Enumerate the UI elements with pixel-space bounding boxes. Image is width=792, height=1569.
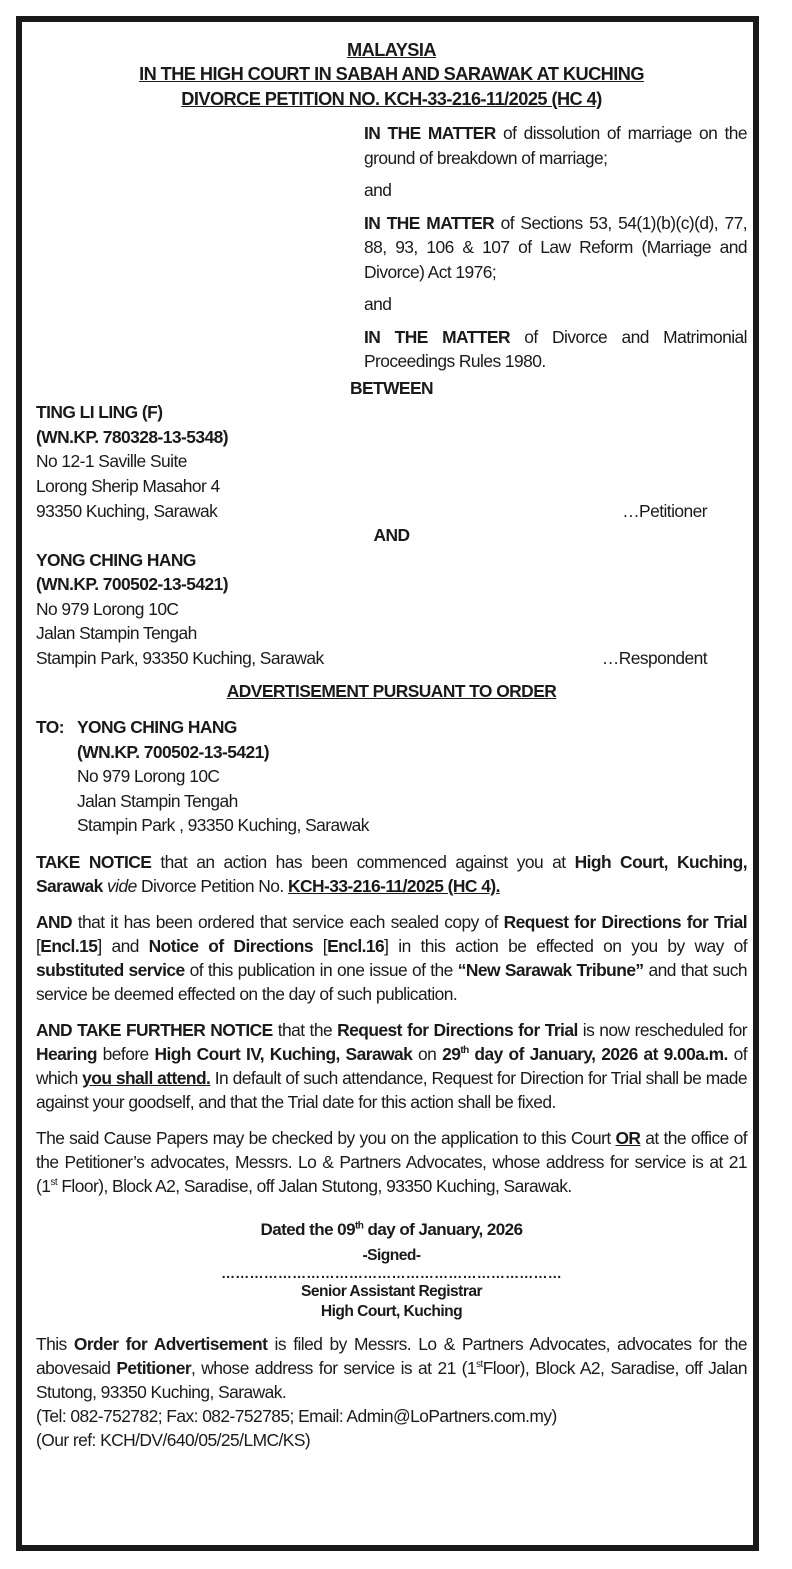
footer-b: Order for Advertisement [73, 1334, 268, 1355]
to-address-1: No 979 Lorong 10C [77, 766, 220, 787]
footer-c: is filed by Messrs. Lo & Partners Advocates, advocates for the abovesaid [36, 1334, 748, 1379]
p4-b: OR [615, 1127, 641, 1148]
p1-e: vide [107, 875, 137, 896]
p3-i: 29 [442, 1043, 461, 1064]
p2-k: substituted service [36, 959, 185, 980]
dated-sup: th [354, 1220, 364, 1231]
p4-d: Floor), Block A2, Saradise, off Jalan Stutong, 93350 Kuching, Sarawak. [57, 1175, 572, 1196]
p2-j: ] in this action be effected on you by way of [384, 935, 747, 956]
matter-1-label: IN THE MATTER [364, 123, 496, 144]
p1-b: that an action has been commenced against you at [151, 851, 575, 872]
p2-c: Request for Directions for Trial [503, 911, 747, 932]
p1-f: Divorce Petition No. [136, 875, 288, 896]
respondent-address-3: Stampin Park, 93350 Kuching, Sarawak [36, 648, 324, 669]
signed-label: -Signed- [362, 1247, 421, 1265]
matter-3 [364, 325, 747, 374]
p2-e: Encl.15 [40, 935, 98, 956]
and-label: AND [373, 525, 410, 546]
heading-petition-number: DIVORCE PETITION NO. KCH-33-216-11/2025 (HC 4) [181, 88, 602, 109]
p1-a: TAKE NOTICE [36, 851, 152, 872]
service-order-paragraph [36, 910, 747, 1006]
p3-g: High Court IV, Kuching, Sarawak [154, 1043, 413, 1064]
respondent-name: YONG CHING HANG [36, 549, 196, 570]
heading-country: MALAYSIA [347, 40, 436, 60]
p3-k: of which [36, 1043, 747, 1088]
take-notice-paragraph [36, 850, 747, 898]
petitioner-address-3: 93350 Kuching, Sarawak [36, 500, 218, 521]
p2-l: of this publication in one issue of the [184, 959, 458, 980]
footer-sup: st [476, 1359, 483, 1371]
p3-d: is now rescheduled for [577, 1019, 747, 1040]
advertisement-title: ADVERTISEMENT PURSUANT TO ORDER [226, 680, 557, 701]
and-1: and [364, 180, 392, 201]
matter-1-text: of dissolution of marriage on the ground of breakdown of marriage; [364, 123, 748, 168]
p1-c: High Court, Kuching, Sarawak [36, 851, 747, 896]
respondent-ic: (WN.KP. 700502-13-5421) [36, 574, 228, 595]
petitioner-block [36, 400, 747, 523]
reference-line: (Our ref: KCH/DV/640/05/25/LMC/KS) [36, 1430, 311, 1451]
p1-g: KCH-33-216-11/2025 (HC 4). [287, 875, 500, 896]
dated-line [36, 1218, 747, 1243]
p4-a: The said Cause Papers may be checked by you on the application to this Court [36, 1127, 616, 1148]
to-line [36, 715, 747, 740]
p4-c-sup: st [50, 1176, 58, 1188]
p4-c: at the office of the Petitioner’s advocates, Messrs. Lo & Partners Advocates, whose address for service is at 21 (1 [36, 1127, 747, 1196]
p3-f: before [96, 1043, 155, 1064]
p3-c: Request for Directions for Trial [337, 1019, 578, 1040]
contact-line: (Tel: 082-752782; Fax: 082-752785; Email: Admin@LoPartners.com.my) [36, 1406, 557, 1427]
matter-2 [364, 211, 747, 285]
p2-h: [ [312, 935, 328, 956]
to-block [36, 715, 747, 838]
p2-g: Notice of Directions [148, 935, 313, 956]
to-name: YONG CHING HANG [77, 717, 237, 738]
p2-b: that it has been ordered that service each sealed copy of [72, 911, 504, 932]
p3-i-sup: th [460, 1044, 469, 1056]
p2-a: AND [36, 911, 73, 932]
petitioner-role: …Petitioner [622, 500, 707, 521]
matter-2-text: of Sections 53, 54(1)(b)(c)(d), 77, 88, 93, 106 & 107 of Law Reform (Marriage and Divorce) Act 1976; [364, 212, 747, 282]
p3-h: on [412, 1043, 443, 1064]
p3-b: that the [272, 1019, 338, 1040]
p2-i: Encl.16 [327, 935, 385, 956]
p3-a: AND TAKE FURTHER NOTICE [36, 1019, 273, 1040]
matter-2-label: IN THE MATTER [364, 212, 495, 233]
further-notice-paragraph [36, 1018, 747, 1114]
court-notice [36, 38, 747, 1452]
and-2: and [364, 294, 392, 315]
respondent-block [36, 548, 747, 671]
p3-e: Hearing [36, 1043, 97, 1064]
signature-line: ……………………………………………………………… [221, 1265, 562, 1282]
respondent-address-2: Jalan Stampin Tengah [36, 623, 197, 644]
heading-court: IN THE HIGH COURT IN SABAH AND SARAWAK AT KUCHING [139, 64, 644, 85]
p2-d: [ [36, 935, 41, 956]
respondent-role: …Respondent [601, 648, 707, 669]
footer-f: Floor), Block A2, Saradise, off Jalan Stutong, 93350 Kuching, Sarawak. [36, 1358, 747, 1403]
matter-3-label: IN THE MATTER [364, 326, 510, 347]
p2-f: ] and [97, 935, 149, 956]
matters-block [364, 121, 747, 374]
petitioner-name: TING LI LING (F) [36, 402, 163, 423]
notice-border [16, 16, 759, 1551]
p3-m: In default of such attendance, Request for Direction for Trial shall be made against your goodself, and that the Trial date for this action shall be fixed. [36, 1067, 748, 1112]
matter-1 [364, 121, 747, 170]
matter-3-text: of Divorce and Matrimonial Proceedings Rules 1980. [364, 326, 747, 372]
petitioner-ic: (WN.KP. 780328-13-5348) [36, 426, 228, 447]
to-ic: (WN.KP. 700502-13-5421) [77, 741, 269, 762]
dated-b: day of January, 2026 [363, 1219, 523, 1239]
p2-n: and that such service be deemed effected on the day of such publication. [36, 959, 747, 1004]
dated-a: Dated the 09 [260, 1219, 355, 1239]
to-address-3: Stampin Park , 93350 Kuching, Sarawak [77, 815, 369, 836]
footer-paragraph [36, 1332, 747, 1404]
between-label: BETWEEN [349, 377, 434, 398]
p3-l: you shall attend. [82, 1067, 211, 1088]
p3-j: day of January, 2026 at 9.00a.m. [468, 1043, 728, 1064]
petitioner-address-1: No 12-1 Saville Suite [36, 451, 187, 472]
footer-d: Petitioner [116, 1358, 192, 1379]
cause-papers-paragraph [36, 1126, 747, 1198]
petitioner-address-2: Lorong Sherip Masahor 4 [36, 476, 220, 496]
registrar-court: High Court, Kuching [320, 1303, 463, 1321]
footer-a: This [36, 1334, 74, 1355]
p2-m: “New Sarawak Tribune” [457, 959, 644, 980]
registrar-title: Senior Assistant Registrar [301, 1283, 482, 1301]
to-label: TO: [36, 717, 64, 738]
footer-e: , whose address for service is at 21 (1 [191, 1358, 477, 1379]
respondent-address-1: No 979 Lorong 10C [36, 598, 179, 619]
to-address-2: Jalan Stampin Tengah [77, 790, 238, 811]
